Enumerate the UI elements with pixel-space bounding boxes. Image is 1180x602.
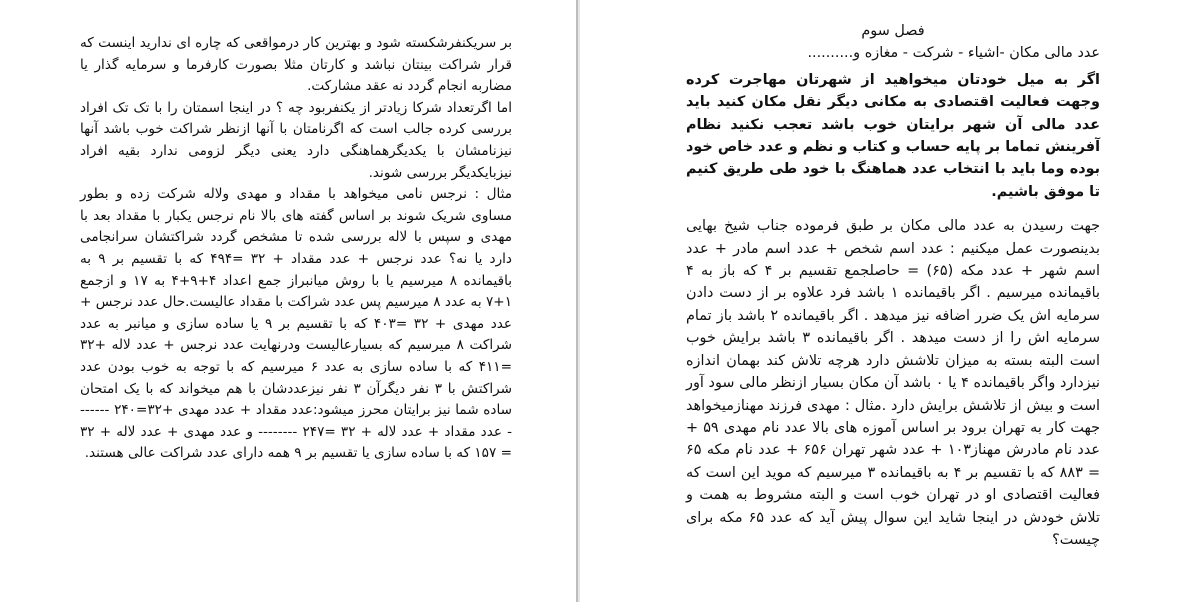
chapter-title: فصل سوم [861,23,925,39]
left-paragraph-1: بر سریکنفرشکسته شود و بهترین کار درمواقعی که چاره ای ندارید اینست که قرار شراکت بینتان نباشد و کارتان مثلا بصورت کارفرما و سرمایه گذار یا مضاربه انجام گردد نه عقد مشارکت. [80,35,512,95]
intro-paragraph: اگر به میل خودتان میخواهید از شهرتان مهاجرت کرده وجهت فعالیت اقتصادی به مکانی دیگر نقل مکان کنید باید عدد مالی آن شهر برایتان خوب باشد تعجب نکنید نظام آفرینش تماما بر پایه حساب و کتاب و نظم و عدد خاص خود بوده وما باید با انتخاب عدد هماهنگ با خود طی طریق کنیم تا موفق باشیم. [686,71,1100,200]
left-paragraph-3: مثال : نرجس نامی میخواهد با مقداد و مهدی ولاله شرکت زده و بطور مساوی شریک شوند بر اساس گفته های بالا نام نرجس یکبار با مقداد بعد با مهدی و سپس با لاله بررسی شده تا مشخص گردد شراکتشان سرانجامی دارد یا نه؟ عدد نرجس + عدد مقداد + ۳۲ =۴۹۴ که با تقسیم بر ۹ به باقیمانده ۸ میرسیم یا با روش میانبراز جمع اعداد ۴+۹+۴ به ۱۷ و ازجمع ۱+۷ به عدد ۸ میرسیم پس عدد شراکت با مقداد عالیست.حال عدد نرجس + عدد مهدی + ۳۲ =۴۰۳ که با تقسیم بر ۹ یا ساده سازی و میانبر به عدد شراکت ۸ میرسیم که بسیارعالیست ودرنهایت عدد نرجس + عدد لاله +۳۲ =۴۱۱ که با ساده سازی به عدد ۶ میرسیم که با توجه به خوب بودن عدد شراکتش با ۳ نفر دیگرآن ۳ نفر نیزعددشان با هم میخواند که با یک امتحان ساده شما نیز برایتان محرز میشود:عدد مقداد + عدد مهدی +۳۲=۲۴۰ ------- عدد مقداد + عدد لاله + ۳۲ =۲۴۷ -------- و عدد مهدی + عدد لاله + ۳۲ = ۱۵۷ که با ساده سازی یا تقسیم بر ۹ همه دارای عدد شراکت عالی هستند. [80,186,513,462]
left-text-column [80,33,512,465]
section-heading: عدد مالی مکان -اشیاء - شرکت - مغازه و.......... [807,45,1100,62]
left-page [0,0,576,602]
right-text-column [686,20,1100,551]
right-page [580,0,1180,602]
body-paragraph: جهت رسیدن به عدد مالی مکان بر طبق فرموده جناب شیخ بهایی بدینصورت عمل میکنیم : عدد اسم شخص + عدد اسم مادر + عدد اسم شهر + عدد مکه (۶۵) = حاصلجمع تقسیم بر ۴ که باز به ۴ باقیمانده میرسیم . اگر باقیمانده ۱ باشد فرد علاوه بر از دست دادن سرمایه اش یک ضرر اضافه نیز میدهد . اگر باقیمانده ۲ باشد باز تمام سرمایه اش را از دست میدهد . اگر باقیمانده ۳ باشد برایش خوب است البته بسته به میزان تلاشش دارد هرچه تلاش کند بهمان اندازه نیزدارد واگر باقیمانده ۴ یا ۰ باشد آن مکان بسیار ازنظر مالی سود آور است و بیش از تلاشش برایش دارد .مثال : مهدی فرزند مهنازمیخواهد جهت کار به تهران برود بر اساس آموزه های بالا عدد نام مهدی ۵۹ + عدد نام مادرش مهناز۱۰۳ + عدد شهر تهران ۶۵۶ + عدد نام مکه ۶۵ = ۸۸۳ که با تقسیم بر ۴ به باقیمانده ۳ میرسیم که موید این است که فعالیت اقتصادی او در تهران خوب است و البته مشروط به همت و تلاش خودش در اینجا شاید این سوال پیش آید که عدد ۶۵ مکه برای چیست؟ [686,218,1101,548]
left-paragraph-2: اما اگرتعداد شرکا زیادتر از یکنفربود چه ؟ در اینجا اسمتان را با تک تک افراد بررسی کرده جالب است که اگرنامتان با آنها ازنظر شراکت خوب باشد آنها نیزنامشان با یکدیگرهماهنگی دارد یعنی دیگر لزومی ندارد بقیه افراد نیزبایکدیگر بررسی شوند. [80,99,512,181]
